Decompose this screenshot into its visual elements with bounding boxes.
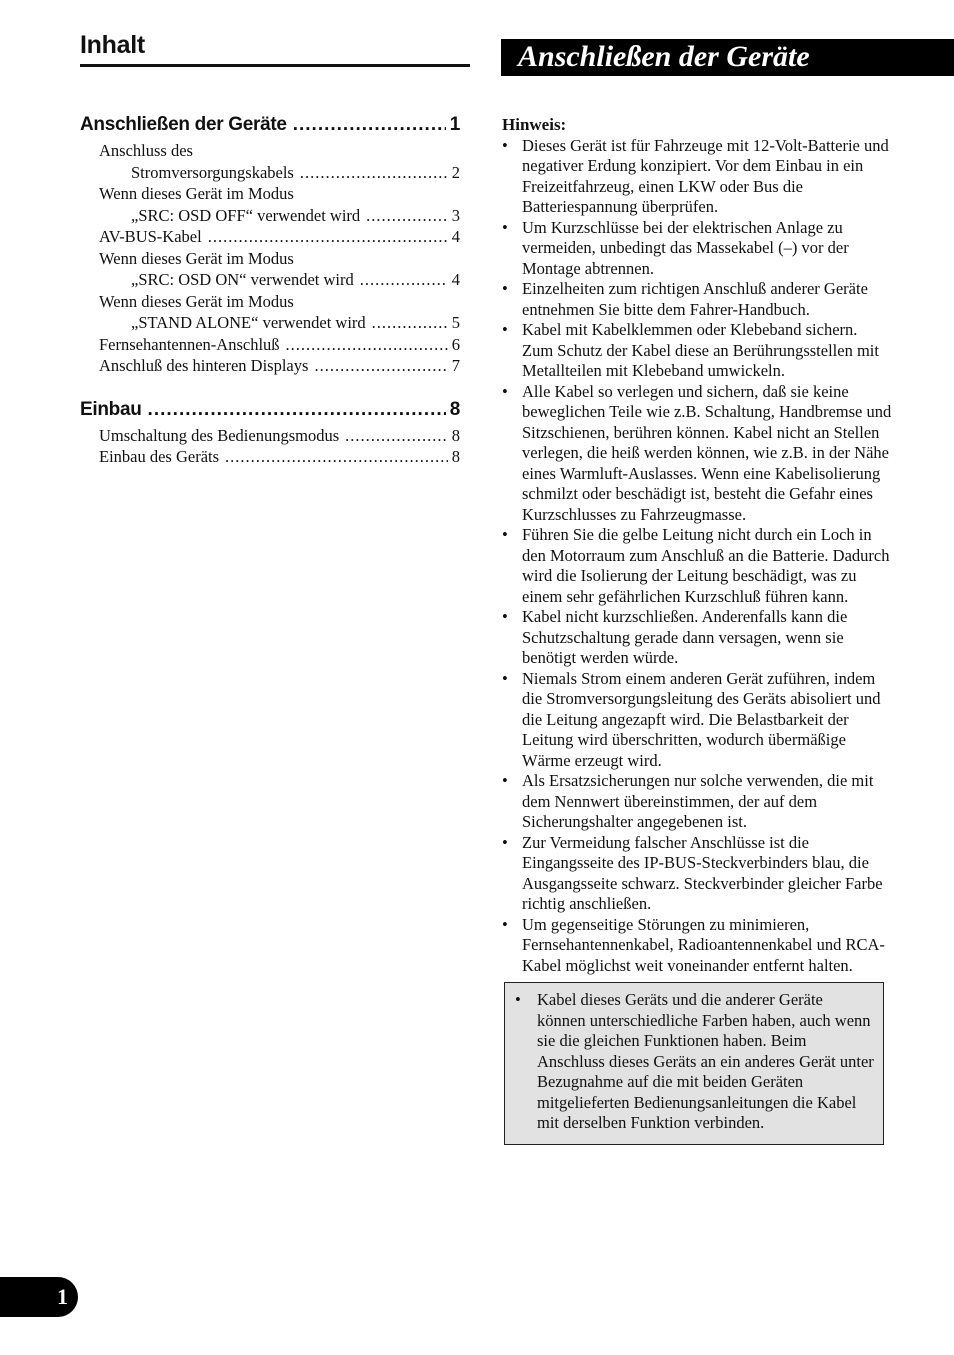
note-text: Kabel nicht kurzschließen. Anderenfalls kann die Schutzschaltung gerade dann versagen, wenn sie benötigt werden würde. bbox=[522, 607, 848, 667]
notes-list bbox=[502, 136, 892, 977]
list-item bbox=[502, 669, 892, 772]
note-text: Alle Kabel so verlegen und sichern, daß sie keine beweglichen Teile wie z.B. Schaltung, Handbremse und Sitzschienen, berühren können. Kabel nicht an Stellen verlegen, die heiß werden können, wie z.B. in der Nähe eines Warmluft-Auslasses. Wenn eine Kabelisolierung schmilzt oder beschädigt ist, besteht die Gefahr eines Kurzschlusses zu Fahrzeugmasse. bbox=[522, 381, 892, 524]
toc-entry-line2: „STAND ALONE“ verwendet wird bbox=[131, 313, 366, 332]
toc-entry-line2: „SRC: OSD OFF“ verwendet wird bbox=[131, 205, 361, 225]
toc-entry[interactable] bbox=[80, 425, 460, 447]
toc-section-einbau bbox=[80, 397, 460, 468]
toc-entry-line1: Wenn dieses Gerät im Modus bbox=[99, 184, 294, 203]
toc-entry[interactable] bbox=[80, 226, 460, 248]
section-banner: Anschließen der Geräte bbox=[501, 39, 954, 76]
toc-entry[interactable] bbox=[80, 355, 460, 377]
note-text: Um Kurzschlüsse bei der elektrischen Anlage zu vermeiden, unbedingt das Massekabel (–) vor der Montage abtrennen. bbox=[522, 217, 849, 278]
list-item bbox=[502, 771, 892, 833]
toc-page-number: 8 bbox=[451, 447, 460, 466]
list-item bbox=[502, 218, 892, 280]
toc-entry[interactable] bbox=[80, 183, 460, 226]
toc-page-number: 2 bbox=[451, 162, 460, 182]
info-box bbox=[504, 982, 884, 1145]
toc-leader bbox=[360, 269, 448, 291]
toc-page-number: 8 bbox=[451, 425, 460, 445]
note-text: Als Ersatzsicherungen nur solche verwenden, die mit dem Nennwert übereinstimmen, der auf dem Sicherungshalter angegebenen ist. bbox=[522, 771, 874, 831]
toc-section-label: Anschließen der Geräte bbox=[80, 114, 287, 135]
bullet-icon: • bbox=[502, 607, 508, 626]
toc-entry-line2: Stromversorgungskabels bbox=[131, 162, 294, 182]
list-item bbox=[502, 279, 892, 320]
toc-page-number: 3 bbox=[451, 205, 460, 225]
toc-entry-line1: Anschluss des bbox=[99, 141, 193, 160]
toc-page-number: 5 bbox=[451, 313, 460, 332]
toc-leader bbox=[293, 112, 446, 138]
toc-leader bbox=[225, 446, 448, 468]
bullet-icon: • bbox=[502, 914, 508, 934]
page-number: 1 bbox=[0, 1277, 78, 1317]
bullet-icon: • bbox=[515, 990, 521, 1009]
toc-entry-line2: Fernsehantennen-Anschluß bbox=[99, 334, 280, 354]
toc-leader bbox=[372, 312, 448, 334]
toc-entry[interactable] bbox=[80, 334, 460, 356]
bullet-icon: • bbox=[502, 832, 508, 852]
toc-page-number: 4 bbox=[451, 227, 460, 246]
bullet-icon: • bbox=[502, 279, 508, 298]
toc-leader bbox=[314, 355, 447, 377]
bullet-icon: • bbox=[502, 771, 508, 790]
bullet-icon: • bbox=[502, 135, 508, 155]
toc-leader bbox=[366, 205, 448, 227]
list-item bbox=[502, 915, 892, 977]
note-text: Dieses Gerät ist für Fahrzeuge mit 12-Volt-Batterie und negativer Erdung konzipiert. Vor dem Einbau in ein Freizeitfahrzeug, einen LKW oder Bus die Batteriespannung überprüfen. bbox=[522, 135, 889, 216]
toc-entry-line2: Anschluß des hinteren Displays bbox=[99, 356, 309, 375]
note-text: Kabel mit Kabelklemmen oder Klebeband sichern. Zum Schutz der Kabel diese an Berührungsstellen mit Metallteilen mit Klebeband umwickeln. bbox=[522, 320, 879, 380]
toc-entry-line2: Einbau des Geräts bbox=[99, 447, 220, 466]
list-item bbox=[502, 382, 892, 526]
toc-page-number: 7 bbox=[451, 356, 460, 375]
toc-section-title[interactable] bbox=[80, 397, 460, 423]
list-item bbox=[502, 833, 892, 915]
toc-leader bbox=[286, 334, 448, 356]
toc-page-number: 4 bbox=[451, 270, 460, 289]
list-item bbox=[502, 525, 892, 607]
bullet-icon: • bbox=[502, 381, 508, 401]
toc-section-anschliessen bbox=[80, 112, 460, 377]
notes-column bbox=[502, 115, 892, 1145]
toc-entry-line1: Wenn dieses Gerät im Modus bbox=[99, 291, 294, 311]
bullet-icon: • bbox=[502, 668, 508, 688]
info-box-text: Kabel dieses Geräts und die anderer Geräte können unterschiedliche Farben haben, auch wenn sie die gleichen Funktionen haben. Beim Anschluss dieses Geräts an ein anderes Gerät unter Bezugnahme auf die mit beiden Geräten mitgelieferten Bedienungsanleitungen die Kabel mit derselben Funktion verbinden. bbox=[537, 990, 874, 1132]
bullet-icon: • bbox=[502, 320, 508, 339]
toc-leader bbox=[148, 397, 446, 423]
toc-leader bbox=[300, 162, 448, 184]
notes-heading: Hinweis: bbox=[502, 115, 567, 134]
toc-entry-line2: AV-BUS-Kabel bbox=[99, 227, 202, 246]
toc-page-number: 8 bbox=[449, 398, 460, 420]
toc-section-title[interactable] bbox=[80, 112, 460, 138]
note-text: Um gegenseitige Störungen zu minimieren, Fernsehantennenkabel, Radioantennenkabel und RCA-Kabel möglichst weit voneinander entfernt halten. bbox=[522, 914, 885, 975]
toc-entry[interactable] bbox=[80, 446, 460, 468]
toc-entry-line2: „SRC: OSD ON“ verwendet wird bbox=[131, 270, 354, 289]
toc-leader bbox=[345, 425, 448, 447]
table-of-contents bbox=[80, 112, 460, 482]
toc-entry-line2: Umschaltung des Bedienungsmodus bbox=[99, 425, 340, 445]
toc-entry-line1: Wenn dieses Gerät im Modus bbox=[99, 248, 294, 268]
toc-page-number: 6 bbox=[451, 334, 460, 354]
note-text: Zur Vermeidung falscher Anschlüsse ist die Eingangsseite des IP-BUS-Steckverbinders blau, die Ausgangsseite schwarz. Steckverbinder gleicher Farbe richtig anschließen. bbox=[522, 832, 883, 913]
toc-entry[interactable] bbox=[80, 140, 460, 183]
toc-entry[interactable] bbox=[80, 248, 460, 291]
toc-heading: Inhalt bbox=[80, 28, 470, 67]
toc-page-number: 1 bbox=[449, 114, 460, 135]
note-text: Führen Sie die gelbe Leitung nicht durch ein Loch in den Motorraum zum Anschluß an die Batterie. Dadurch wird die Isolierung der Leitung beschädigt, was zu einem sehr gefährlichen Kurzschluß führen kann. bbox=[522, 525, 890, 606]
bullet-icon: • bbox=[502, 525, 508, 544]
note-text: Niemals Strom einem anderen Gerät zuführen, indem die Stromversorgungsleitung des Geräts abisoliert und die Leitung angezapft wird. Die Belastbarkeit der Leitung wird überschritten, wodurch übermäßige Wärme erzeugt wird. bbox=[522, 668, 881, 770]
toc-section-label: Einbau bbox=[80, 398, 142, 420]
list-item bbox=[502, 320, 892, 382]
list-item bbox=[502, 607, 892, 669]
toc-entry[interactable] bbox=[80, 291, 460, 334]
note-text: Einzelheiten zum richtigen Anschluß anderer Geräte entnehmen Sie bitte dem Fahrer-Handbuch. bbox=[522, 279, 868, 319]
list-item bbox=[502, 136, 892, 218]
bullet-icon: • bbox=[502, 217, 508, 237]
toc-leader bbox=[208, 226, 448, 248]
